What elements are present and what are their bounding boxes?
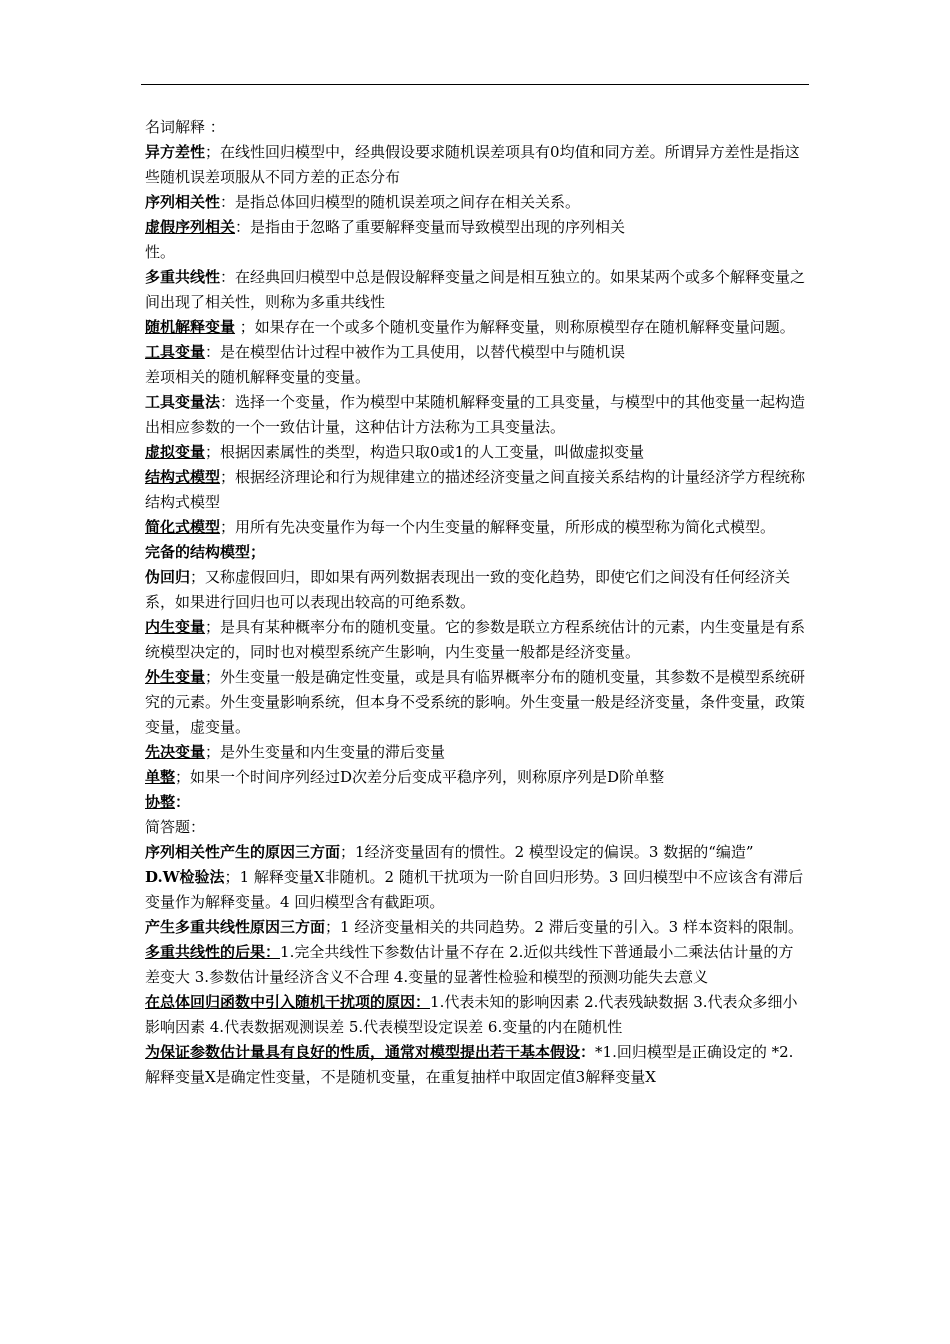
question-separator: ：	[265, 943, 281, 961]
question-label: D.W检验法	[145, 868, 225, 886]
definition-entry	[145, 790, 807, 815]
definition-entry	[145, 140, 807, 190]
answer-text: 1 经济变量相关的共同趋势。2 滞后变量的引入。3 样本资料的限制。	[340, 918, 803, 936]
term-separator: ：	[175, 793, 191, 811]
term-separator: ：	[205, 343, 221, 361]
term-separator: ；	[205, 743, 221, 761]
definition-text: 如果存在一个或多个随机变量作为解释变量，则称原模型存在随机解释变量问题。	[254, 318, 795, 336]
term-separator: ；	[205, 143, 221, 161]
definition-text: 是指总体回归模型的随机误差项之间存在相关关系。	[235, 193, 581, 211]
question-label: 序列相关性产生的原因三方面	[145, 843, 341, 861]
definition-text: 又称虚假回归，即如果有两列数据表现出一致的变化趋势，即使它们之间没有任何经济关系，如果进行回归也可以表现出较高的可绝系数。	[145, 568, 791, 611]
term-label: 结构式模型	[145, 468, 221, 486]
term-label: 虚假序列相关	[145, 218, 236, 236]
answer-entry	[145, 865, 807, 915]
term-separator: ；	[175, 768, 191, 786]
term-label: 异方差性	[145, 143, 206, 161]
term-separator: ：	[220, 268, 236, 286]
answer-entry	[145, 990, 807, 1040]
definition-entry	[145, 515, 807, 540]
section-heading: 名词解释 ：	[145, 118, 225, 136]
answer-text: 1经济变量固有的惯性。2 模型设定的偏误。3 数据的“编造”	[355, 843, 754, 861]
term-separator: ；	[205, 443, 221, 461]
term-separator: ；	[205, 618, 221, 636]
definition-text: 是具有某种概率分布的随机变量。它的参数是联立方程系统估计的元素，内生变量是有系统模型决定的，同时也对模型系统产生影响，内生变量一般都是经济变量。	[145, 618, 806, 661]
term-label: 内生变量	[145, 618, 206, 636]
answer-entry	[145, 1040, 807, 1090]
definition-text: 用所有先决变量作为每一个内生变量的解释变量，所形成的模型称为简化式模型。	[235, 518, 776, 536]
answer-entry	[145, 915, 807, 940]
question-label: 在总体回归函数中引入随机干扰项的原因	[145, 993, 416, 1011]
definition-continuation: 性。	[145, 243, 176, 261]
term-separator: ；	[220, 518, 236, 536]
definition-text: 在经典回归模型中总是假设解释变量之间是相互独立的。如果某两个或多个解释变量之间出现了相关性，则称为多重共线性	[145, 268, 806, 311]
term-label: 伪回归	[145, 568, 191, 586]
definition-entry	[145, 740, 807, 765]
definition-entry	[145, 440, 807, 465]
question-label: 为保证参数估计量具有良好的性质，通常对模型提出若干基本假设	[145, 1043, 581, 1061]
definition-entry	[145, 390, 807, 440]
term-separator: ；	[190, 568, 206, 586]
answer-entry	[145, 840, 807, 865]
question-separator: ：	[415, 993, 431, 1011]
term-label: 工具变量法	[145, 393, 221, 411]
term-separator: ：	[220, 393, 236, 411]
term-label: 协整	[145, 793, 176, 811]
definition-entry	[145, 615, 807, 665]
definition-text: 选择一个变量，作为模型中某随机解释变量的工具变量，与模型中的其他变量一起构造出相应参数的一个一致估计量，这种估计方法称为工具变量法。	[145, 393, 806, 436]
term-separator: ；	[220, 468, 236, 486]
term-separator: ；	[205, 668, 221, 686]
answer-text: *1.回归模型是正确设定的 *2.解释变量X是确定性变量，不是随机变量，在重复抽样中取固定值3解释变量X	[145, 1043, 794, 1086]
definition-text: 在线性回归模型中，经典假设要求随机误差项具有0均值和同方差。所谓异方差性是指这些随机误差项服从不同方差的正态分布	[145, 143, 800, 186]
header-rule	[141, 84, 809, 85]
definition-entry	[145, 315, 807, 340]
question-separator: ；	[224, 868, 240, 886]
question-separator: ；	[340, 843, 356, 861]
definition-entry	[145, 765, 807, 790]
definition-continuation: 差项相关的随机解释变量的变量。	[145, 368, 371, 386]
definition-text: 外生变量一般是确定性变量，或是具有临界概率分布的随机变量，其参数不是模型系统研究的元素。外生变量影响系统，但本身不受系统的影响。外生变量一般是经济变量，条件变量，政策变量，虚变量。	[145, 668, 806, 736]
question-separator: ：	[580, 1043, 596, 1061]
question-separator: ；	[325, 918, 341, 936]
term-separator: ；	[235, 318, 255, 336]
definition-text: 根据经济理论和行为规律建立的描述经济变量之间直接关系结构的计量经济学方程统称结构式模型	[145, 468, 806, 511]
term-separator: ：	[235, 218, 251, 236]
term-label: 外生变量	[145, 668, 206, 686]
question-label: 多重共线性的后果	[145, 943, 266, 961]
definition-entry	[145, 215, 807, 240]
definition-text: 是外生变量和内生变量的滞后变量	[220, 743, 446, 761]
definition-entry	[145, 565, 807, 615]
answer-text: 1.完全共线性下参数估计量不存在 2.近似共线性下普通最小二乘法估计量的方差变大 3.参数估计量经济含义不合理 4.变量的显著性检验和模型的预测功能失去意义	[145, 943, 794, 986]
definition-entry	[145, 265, 807, 315]
term-label: 简化式模型	[145, 518, 221, 536]
term-separator: ；	[250, 543, 266, 561]
term-label: 完备的结构模型	[145, 543, 251, 561]
question-label: 产生多重共线性原因三方面	[145, 918, 326, 936]
term-label: 多重共线性	[145, 268, 221, 286]
term-separator: ：	[220, 193, 236, 211]
definition-text: 根据因素属性的类型，构造只取0或1的人工变量，叫做虚拟变量	[220, 443, 645, 461]
term-label: 虚拟变量	[145, 443, 206, 461]
definition-text: 是在模型估计过程中被作为工具使用，以替代模型中与随机误	[220, 343, 626, 361]
definition-entry	[145, 540, 807, 565]
answer-text: 1 解释变量X非随机。2 随机干扰项为一阶自回归形势。3 回归模型中不应该含有滞后变量作为解释变量。4 回归模型含有截距项。	[145, 868, 804, 911]
document-body	[145, 115, 807, 1090]
definition-text: 如果一个时间序列经过D次差分后变成平稳序列，则称原序列是D阶单整	[190, 768, 665, 786]
term-label: 工具变量	[145, 343, 206, 361]
section-subheading: 简答题：	[145, 818, 206, 836]
definition-entry	[145, 465, 807, 515]
definition-entry	[145, 190, 807, 215]
answer-text: 1.代表未知的影响因素 2.代表残缺数据 3.代表众多细小影响因素 4.代表数据观测误差 5.代表模型设定误差 6.变量的内在随机性	[145, 993, 798, 1036]
answer-entry	[145, 940, 807, 990]
term-label: 先决变量	[145, 743, 206, 761]
definition-entry	[145, 665, 807, 740]
term-label: 单整	[145, 768, 176, 786]
definition-text: 是指由于忽略了重要解释变量而导致模型出现的序列相关	[250, 218, 626, 236]
term-label: 序列相关性	[145, 193, 221, 211]
definition-entry	[145, 340, 807, 365]
term-label: 随机解释变量	[145, 318, 236, 336]
